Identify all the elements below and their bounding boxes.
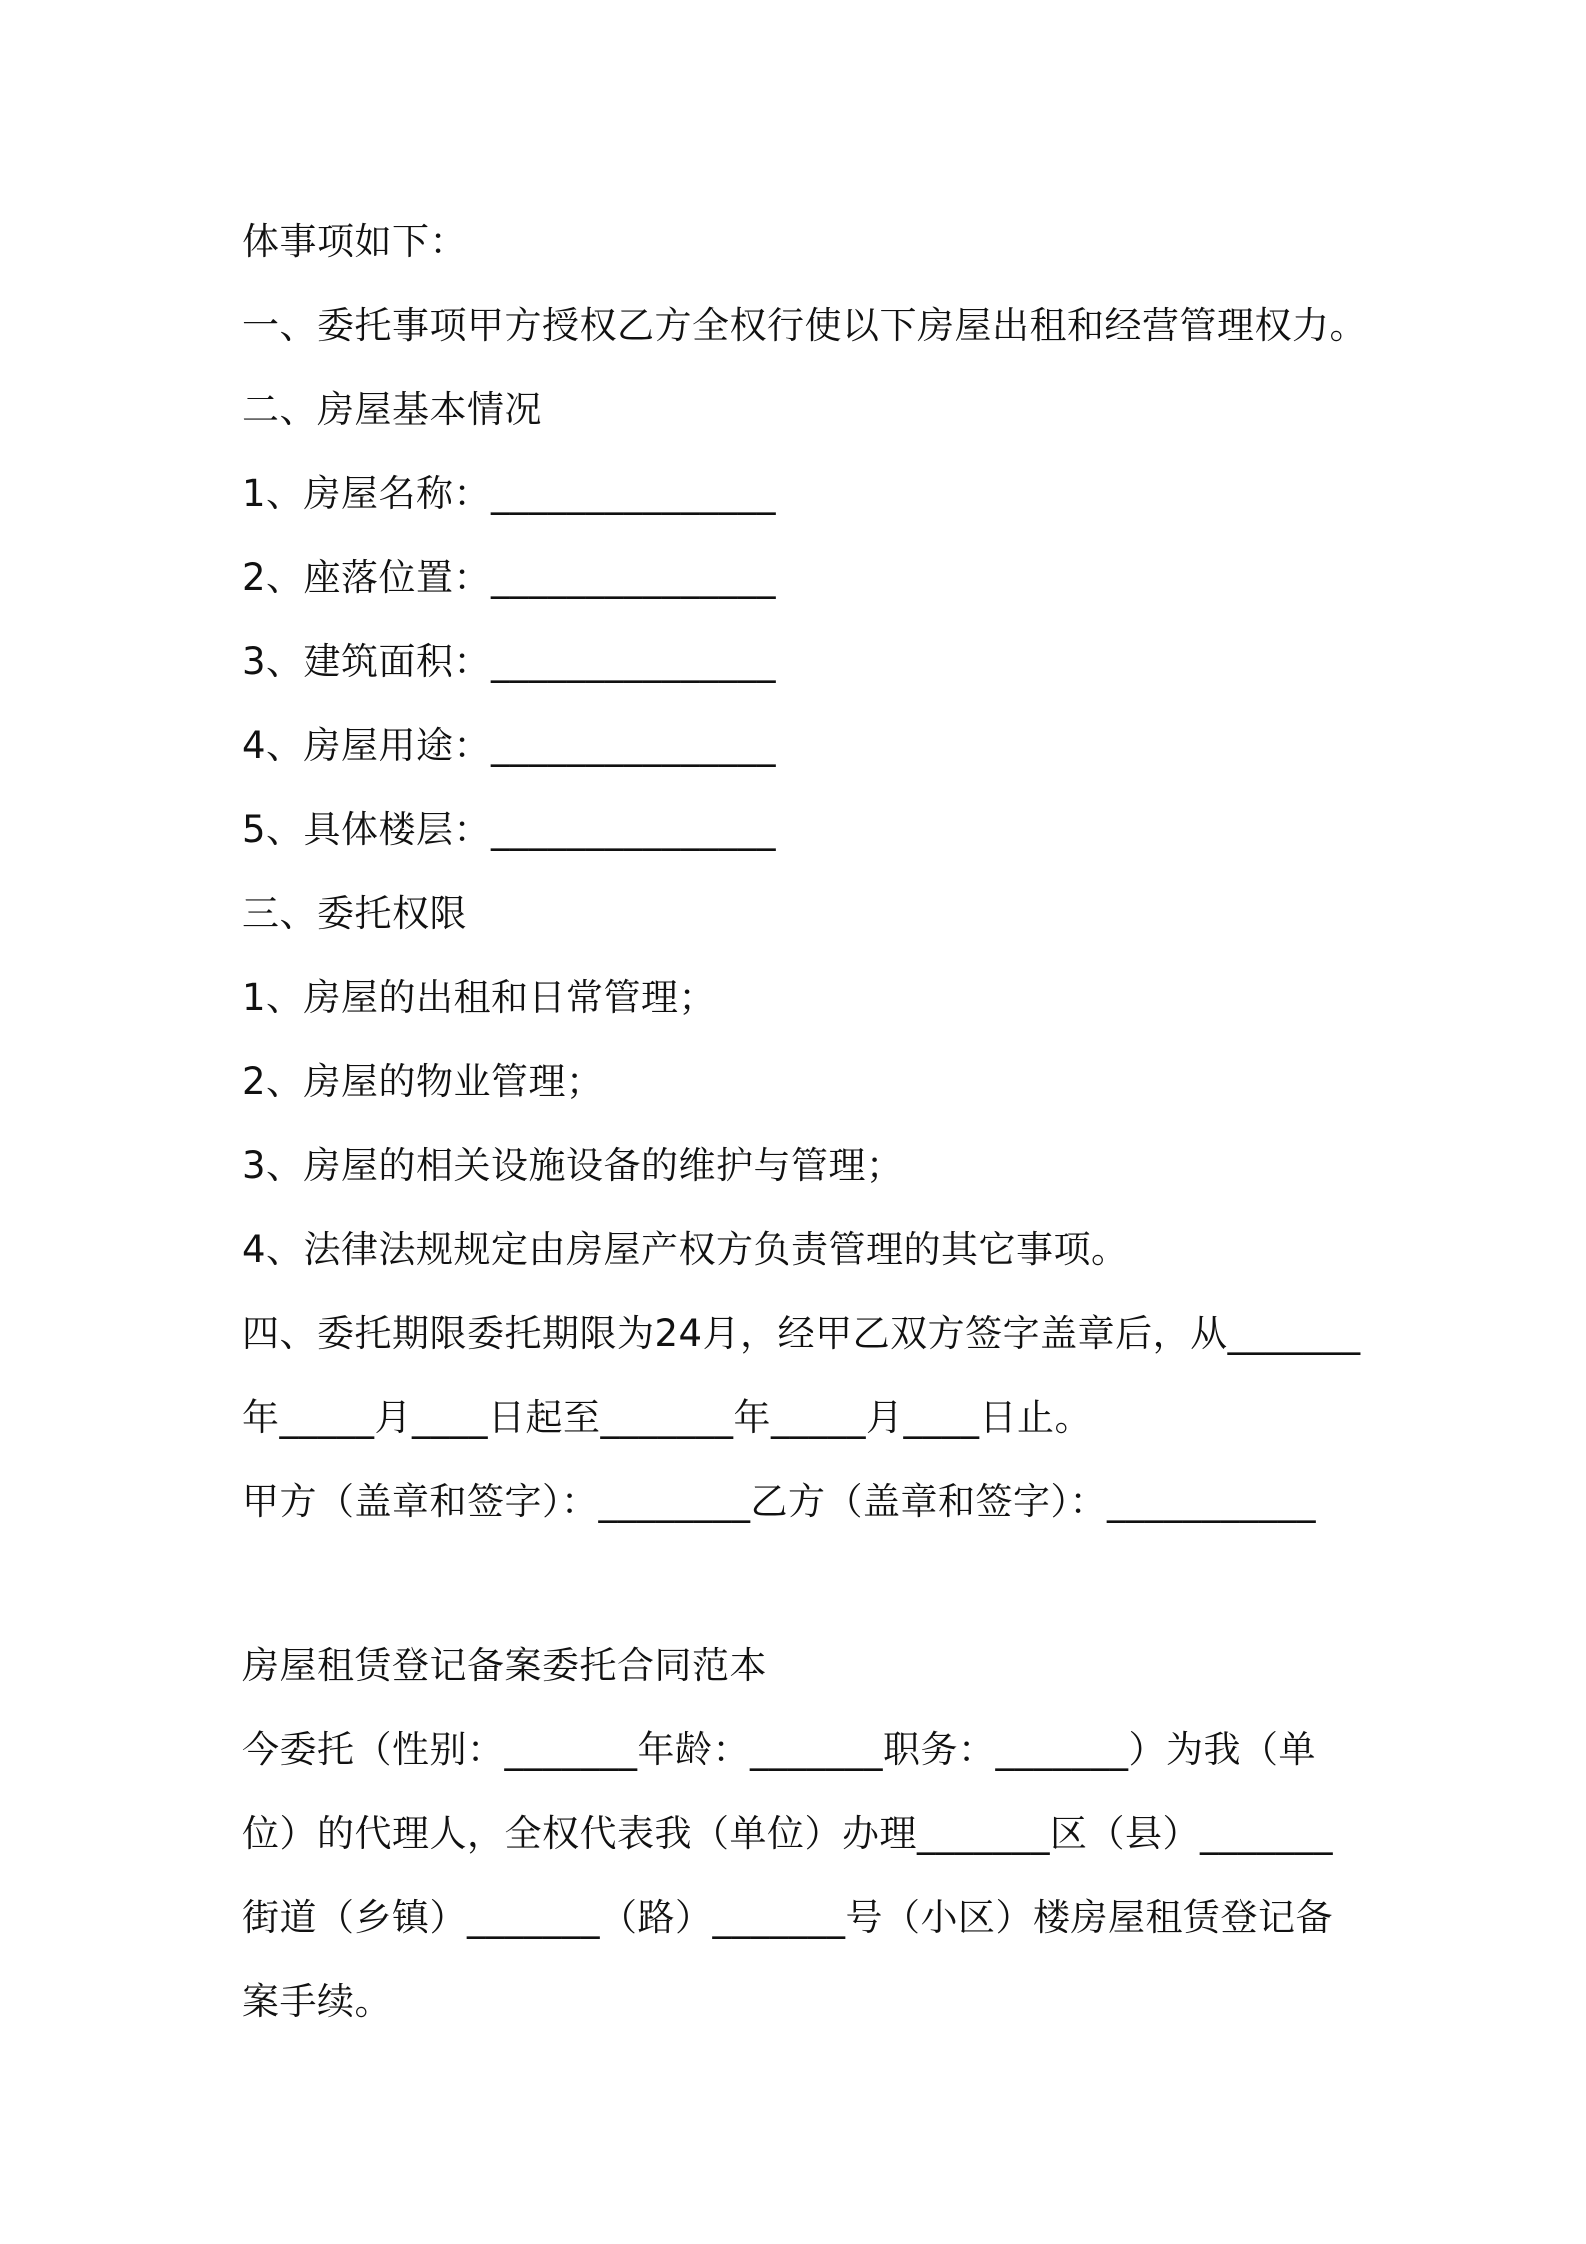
clause-4-text: 四、委托期限委托期限为24月，经甲乙双方签字盖章后，从_______ [242, 1312, 1361, 1355]
clause-1-heading: 一、委托事项甲方授权乙方全权行使以下房屋出租和经营管理权力。 [242, 304, 1367, 347]
authority-item: 3、房屋的相关设施设备的维护与管理； [242, 1144, 904, 1187]
section-title: 房屋租赁登记备案委托合同范本 [242, 1644, 767, 1687]
building-area-field: 3、建筑面积：_______________ [242, 640, 777, 683]
clause-3-heading: 三、委托权限 [242, 892, 467, 935]
document-body [242, 200, 1367, 2044]
authority-item: 4、法律法规规定由房屋产权方负责管理的其它事项。 [242, 1228, 1129, 1271]
house-name-field: 1、房屋名称：_______________ [242, 472, 777, 515]
paragraph-line: 街道（乡镇）_______（路）_______号（小区）楼房屋租赁登记备 [242, 1896, 1333, 1939]
section-gap [242, 1544, 1362, 1624]
paragraph-line: 今委托（性别：_______年龄：_______职务：_______）为我（单 [242, 1728, 1316, 1771]
clause-2-heading: 二、房屋基本情况 [242, 388, 542, 431]
text-line: 体事项如下： [242, 220, 467, 263]
paragraph-line: 案手续。 [242, 1980, 392, 2023]
term-dates-line: 年_____月____日起至_______年_____月____日止。 [242, 1396, 1092, 1439]
house-usage-field: 4、房屋用途：_______________ [242, 724, 777, 767]
floor-field: 5、具体楼层：_______________ [242, 808, 777, 851]
authority-item: 2、房屋的物业管理； [242, 1060, 604, 1103]
house-location-field: 2、座落位置：_______________ [242, 556, 777, 599]
signature-line: 甲方（盖章和签字）：________乙方（盖章和签字）：___________ [242, 1480, 1316, 1523]
paragraph-line: 位）的代理人，全权代表我（单位）办理_______区（县）_______ [242, 1812, 1333, 1855]
authority-item: 1、房屋的出租和日常管理； [242, 976, 717, 1019]
